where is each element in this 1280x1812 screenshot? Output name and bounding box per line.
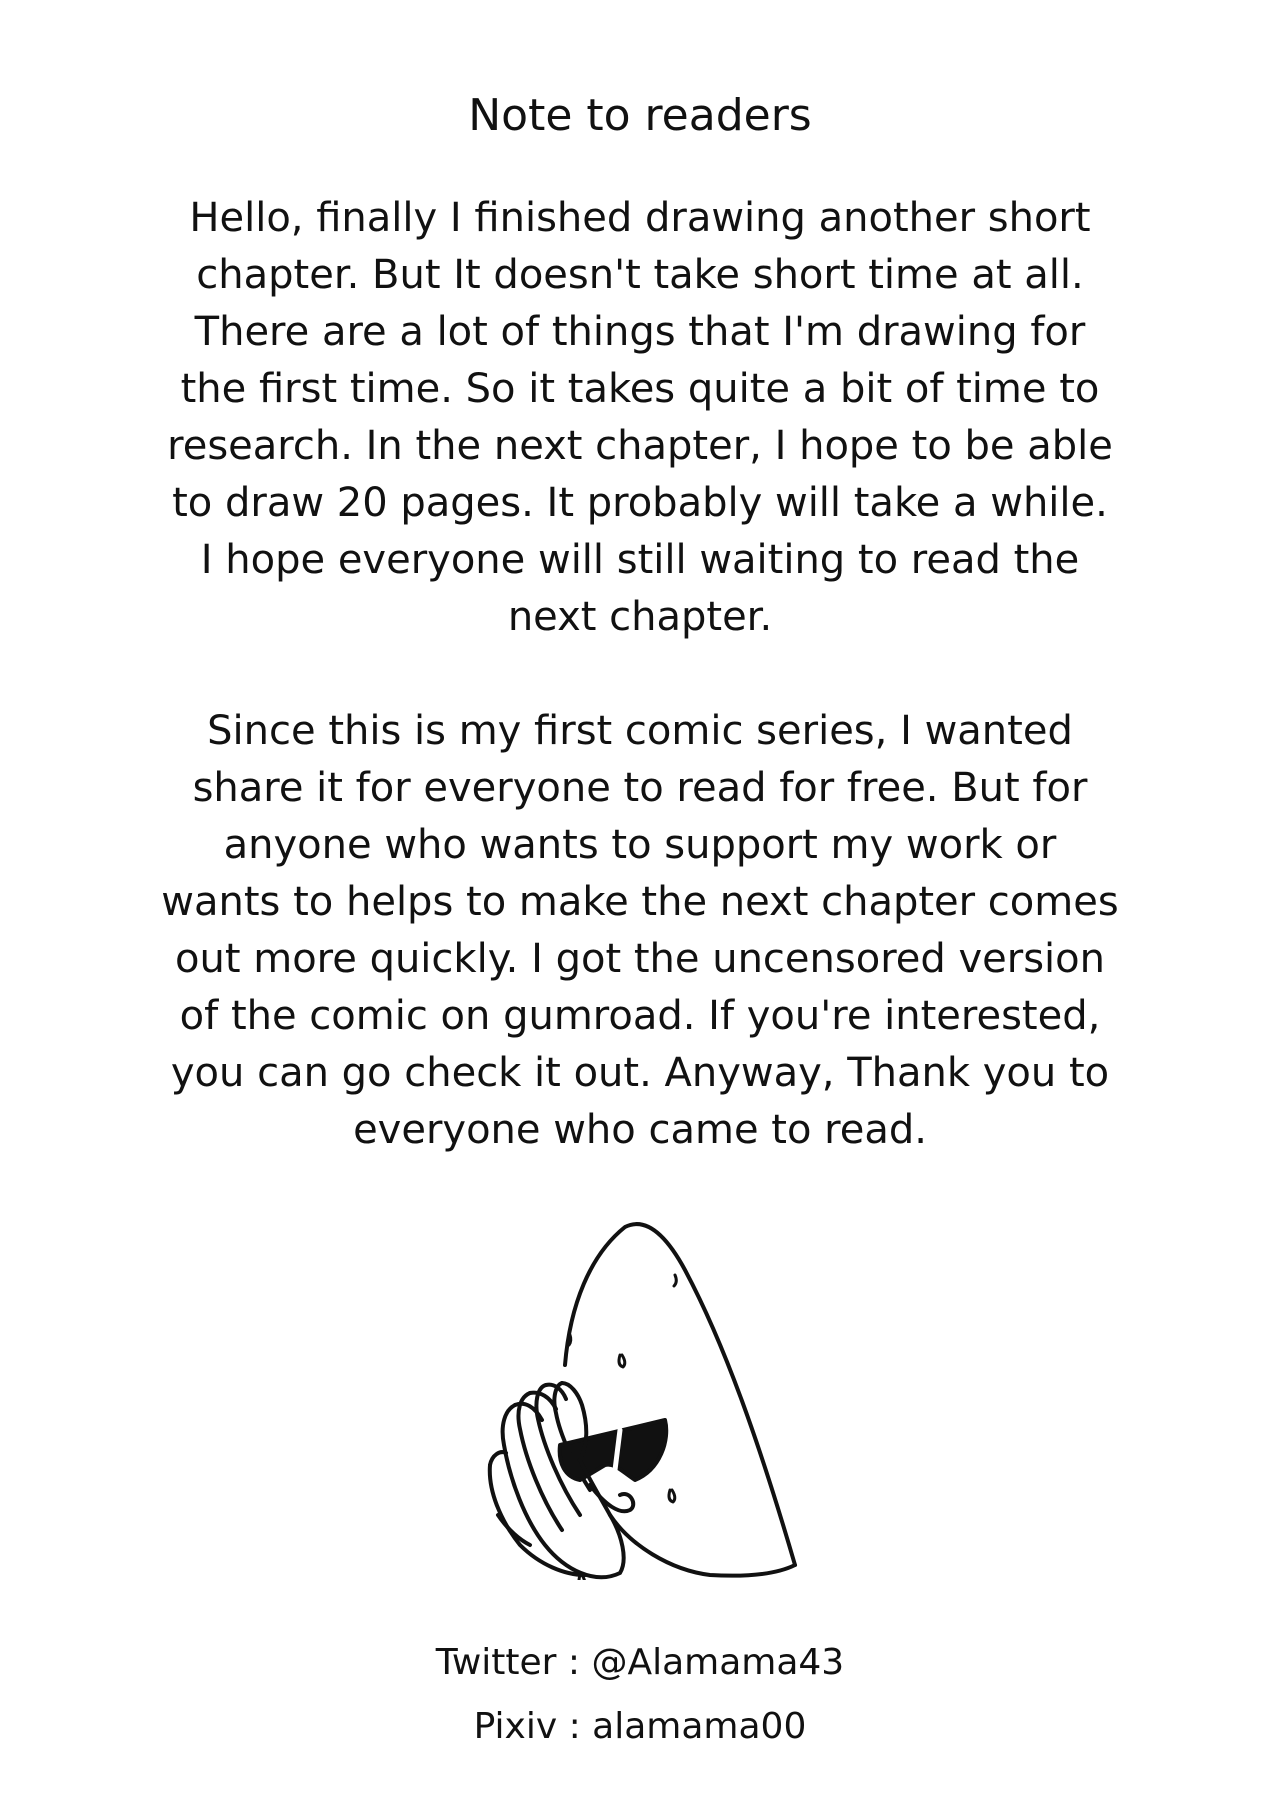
paragraph-line: everyone who came to read.: [353, 1107, 927, 1153]
paragraph-line: wants to helps to make the next chapter comes: [161, 879, 1119, 925]
paragraph-line: share it for everyone to read for free. But for: [192, 765, 1088, 811]
paragraph-line: There are a lot of things that I'm drawing for: [194, 309, 1086, 355]
paragraph-line: you can go check it out. Anyway, Thank you to: [170, 1050, 1110, 1096]
paragraph-support: [90, 703, 1190, 1159]
paragraph-line: anyone who wants to support my work or: [223, 822, 1057, 868]
paragraph-line: next chapter.: [507, 594, 773, 640]
page-title: Note to readers: [468, 90, 812, 141]
paragraph-line: Hello, finally I finished drawing another short: [189, 195, 1091, 241]
pixiv-handle: Pixiv : alamama00: [473, 1706, 807, 1747]
paragraph-line: chapter. But It doesn't take short time at all.: [196, 252, 1084, 298]
praying-cone-character-icon: [470, 1215, 810, 1580]
praying-hands-icon: [490, 1383, 624, 1577]
paragraph-line: out more quickly. I got the uncensored version: [175, 936, 1105, 982]
paragraph-line: I hope everyone will still waiting to read the: [200, 537, 1080, 583]
paragraph-line: research. In the next chapter, I hope to be able: [167, 423, 1113, 469]
paragraph-line: the first time. So it takes quite a bit of time to: [180, 366, 1100, 412]
twitter-handle: Twitter : @Alamama43: [435, 1642, 845, 1683]
character-body: [565, 1224, 795, 1565]
paragraph-line: Since this is my first comic series, I wanted: [207, 708, 1073, 754]
paragraph-line: to draw 20 pages. It probably will take a while.: [172, 480, 1108, 526]
paragraph-intro: [90, 190, 1190, 646]
paragraph-line: of the comic on gumroad. If you're interested,: [179, 993, 1101, 1039]
